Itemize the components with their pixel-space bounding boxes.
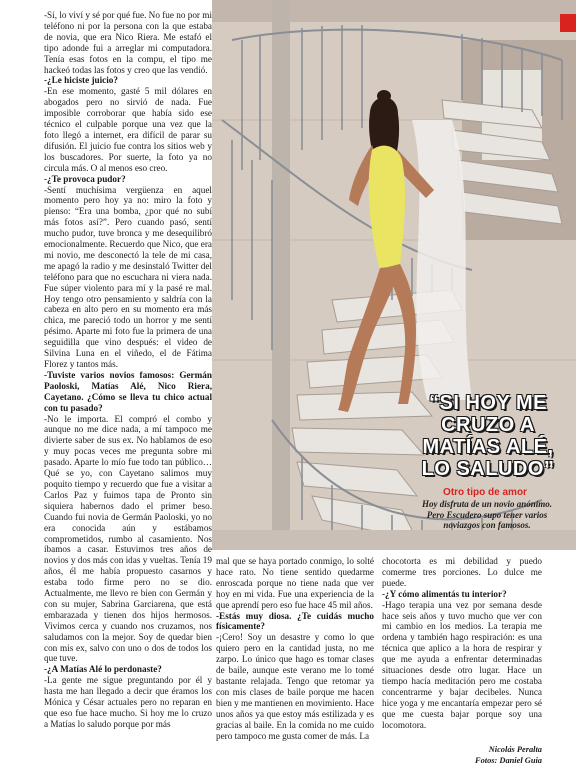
interview-question: -Tuviste varios novios famosos: Germán Paoloski, Matías Alé, Nico Riera, Cayetano. ¿Cómo se lleva tu chico actual con tu pasado? (44, 369, 212, 413)
interview-question: -¿Te provoca pudor? (44, 173, 126, 184)
credits (382, 744, 542, 766)
article-column-left (44, 10, 212, 730)
article-column-middle (216, 556, 374, 741)
answer-paragraph: chocotorta es mi debilidad y puedo comerme tres porciones. Lo dulce me puede. (382, 556, 542, 588)
answer-paragraph: -Sí, lo viví y sé por qué fue. No fue no por mi teléfono ni por la persona con la que estaba de novia, que era Nico Riera. Me estafó el tipo adonde fui a arreglar mi computadora. Tenía esas fotos en la compu, el tipo me hackeó todas las fotos y creo que las vendió. (44, 10, 212, 75)
interview-question: -¿Le hiciste juicio? (44, 75, 118, 86)
caption-body: Hoy disfruta de un novio anónimo. Pero Escudero supo tener varios noviazgos con famosos. (421, 499, 553, 530)
author-credit: Nicolás Peralta (488, 745, 542, 754)
caption-title: Otro tipo de amor (443, 487, 527, 498)
interview-question: -¿Y cómo alimentás tu interior? (382, 588, 507, 599)
answer-paragraph: -La gente me sigue preguntando por él y hasta me han llegado a decir que éramos los Mónica y César actuales pero no reparan en que eso fue hace mucho. Si hoy me lo cruzo a Matías lo saludo porque por más (44, 675, 212, 729)
section-tab (560, 14, 576, 32)
pull-quote: “SI HOY ME CRUZO A MATÍAS ALÉ, LO SALUDO” (421, 392, 555, 480)
answer-paragraph: -¡Cero! Soy un desastre y como lo que quiero pero en la cantidad justa, no me zarpo. Lo único que hago es tomar clases de baile, aunque este verano me lo tomé bastante relajada. Tengo que retomar ya con mis clases de baile porque me hacen bien y me mantienen en movimiento. Hace unos años ya que estoy más estilizada y es gracias al baile. En la comida no me cuido pero tampoco me gusta comer de más. La (216, 632, 374, 741)
answer-paragraph: -No le importa. El compró el combo y aunque no me dice nada, a mí tampoco me divierte saber de sus ex. No hablamos de eso y muy pocas veces me pregunta sobre mi pasado. Aparte lo mío fue todo tan público… Qué se yo, con Cayetano salimos muy poquito tiempo y recuerdo que fue a visitar a Carlos Paz y fuimos tapa de Pronto sin siquiera habernos dado el primer beso. Cuando fui novia de Germán Paoloski, yo no era conocida aún y estábamos comprometidos, rumbo al casamiento. Nos íbamos a casar. Estuvimos tres años de novios y dos más con idas y vueltas. Tenía 19 años, él me había propuesto casarnos y estaba todo firme pero no se dio. Actualmente, me llevo re bien con Germán y con su mujer, Sabrina Garciarena, que está embarazada y tienen dos hijos hermosos. Vivimos cerca y cuando nos cruzamos, nos saludamos con la mejor. Soy de quedar bien con mis ex, salvo con uno o dos de todos los que tuve. (44, 413, 212, 664)
answer-paragraph: -En ese momento, gasté 5 mil dólares en abogados pero no sirvió de nada. Fue imposible corroborar que había sido ese técnico el culpable porque una vez que la foto llegó a internet, era difícil de parar su difusión. El juicio fue contra los sitios web y los buscadores. Por suerte, la foto ya no circula más. O al menos eso creo. (44, 86, 212, 173)
answer-paragraph: mal que se haya portado conmigo, lo solté hace rato. No tiene sentido quedarme enroscada porque no tiene nada que ver hoy en mi vida. Fue una experiencia de la que aprendí pero eso fue hace 45 mil años. (216, 556, 374, 610)
answer-paragraph: -Sentí muchísima vergüenza en aquel momento pero hoy ya no: miro la foto y pienso: “Era una bomba, ¿por qué no subí más fotos así?”. Pero cuando pasó, sentí mucho pudor, tuve bronca y me desequilibró emocionalmente. Recuerdo que Nico, que era mi novio, me desconectó la tele de mi casa, me apagó la radio y me desinstaló Twitter del teléfono para que no escuchara ni viera nada. Fue súper violento para mí y la pasé re mal. Hoy tengo otro pensamiento y saldría con la cabeza en alto pero en su momento era más chica, me pareció todo un horror y me sentí pésimo. Aparte mi foto fue la primera de una seguidilla que vino después: el video de Silvina Luna en el viñedo, el de Fátima Florez y tantos más. (44, 184, 212, 369)
photo-credit: Fotos: Daniel Guia (474, 756, 542, 765)
interview-question: -Estás muy diosa. ¿Te cuidás mucho físicamente? (216, 610, 374, 632)
article-column-right (382, 556, 542, 731)
interview-question: -¿A Matías Alé lo perdonaste? (44, 664, 162, 675)
answer-paragraph: -Hago terapia una vez por semana desde hace seis años y tuvo mucho que ver con mi cambio en los medios. La terapia me ordena y también hago respiración: es una técnica que aplico a la hora de respirar y que me ayuda a enfrentar determinadas situaciones desde otro lugar. Hace un tiempo hacía meditación pero me costaba concentrarme y bajar decibeles. Nunca hice yoga y me encantaría empezar pero sé que me cuesta bajar porque soy una locomotora. (382, 599, 542, 730)
